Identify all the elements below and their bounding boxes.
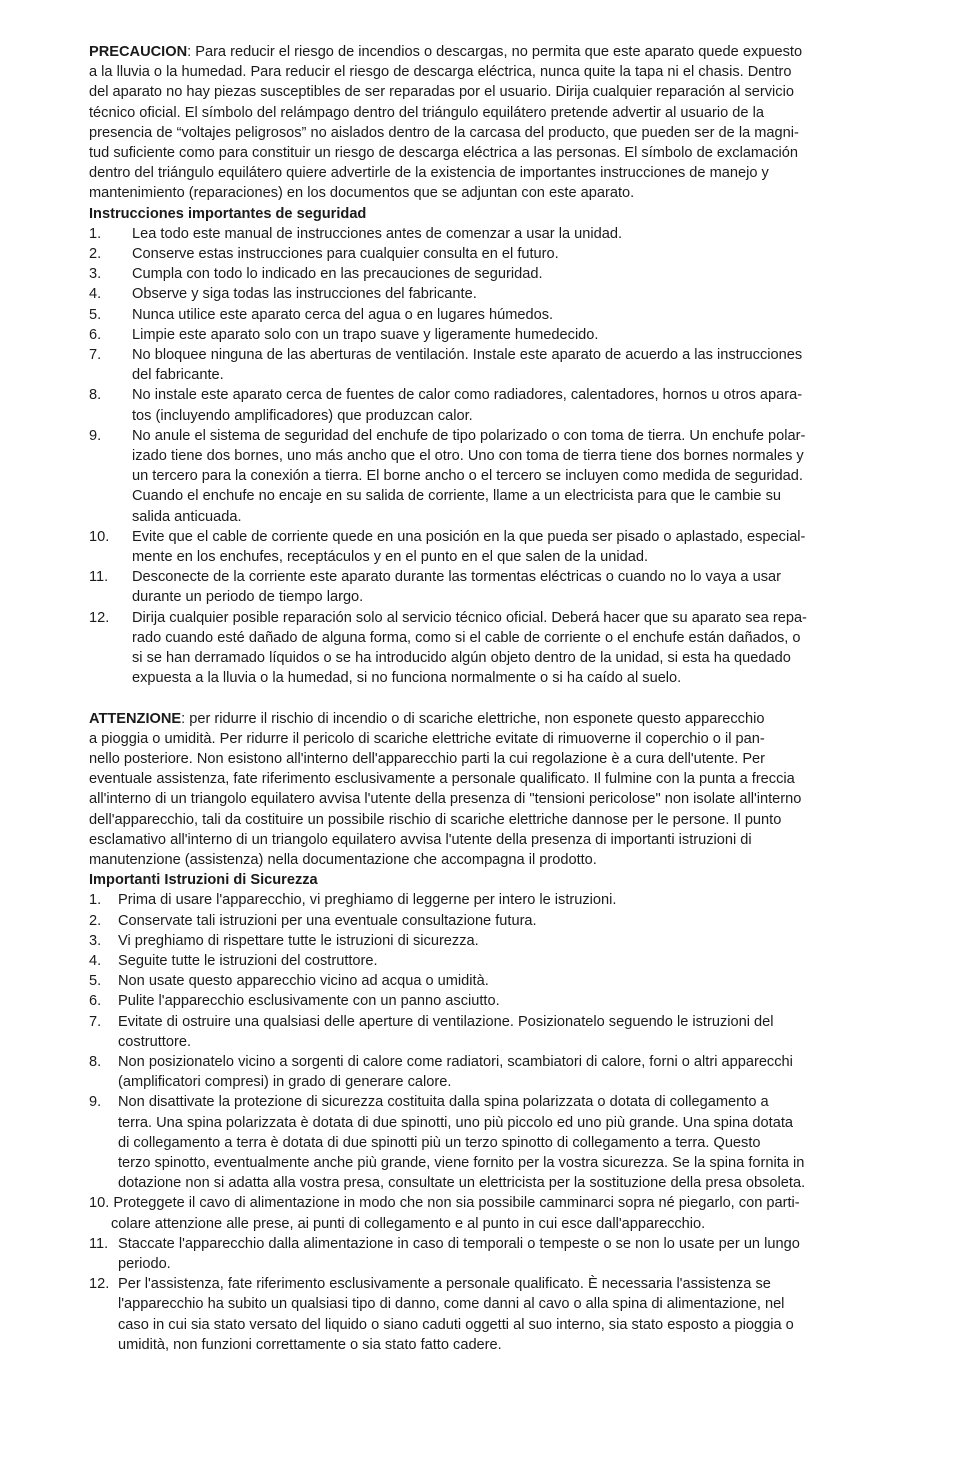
list-item-text: Limpie este aparato solo con un trapo suave y ligeramente humedecido.	[132, 326, 599, 343]
list-item-text: Vi preghiamo di rispettare tutte le istruzioni di sicurezza.	[118, 932, 479, 949]
list-item-text: Evitate di ostruire una qualsiasi delle aperture di ventilazione. Posizionatelo seguendo le istruzioni del	[118, 1013, 774, 1030]
list-item	[89, 951, 865, 971]
list-item	[89, 890, 865, 910]
list-item-number: 11.	[89, 1235, 109, 1252]
text-line: técnico oficial. El símbolo del relámpago dentro del triángulo equilátero pretende advertir al usuario de la	[89, 104, 764, 121]
section-divider-space	[89, 689, 865, 709]
list-item-text: l'apparecchio ha subito un qualsiasi tipo di danno, come danni al cavo o alla spina di alimentazione, nel	[118, 1296, 785, 1313]
list-item-number: 11.	[89, 569, 109, 586]
list-item-number: 3.	[89, 932, 102, 949]
italian-warning-text	[89, 711, 801, 868]
list-item	[89, 284, 865, 304]
list-item-number: 7.	[89, 1013, 102, 1030]
list-item-text: Evite que el cable de corriente quede en una posición en la que pueda ser pisado o aplastado, especial-	[132, 528, 806, 545]
list-item-text: periodo.	[118, 1255, 171, 1272]
text-line: a pioggia o umidità. Per ridurre il pericolo di scariche elettriche evitate di rimuoverne il coperchio o il pan-	[89, 730, 765, 747]
list-item	[89, 991, 865, 1011]
list-item-text: tos (incluyendo amplificadores) que produzcan calor.	[132, 407, 473, 424]
spanish-warning-paragraph	[89, 42, 865, 204]
list-item-text: Nunca utilice este aparato cerca del agua o en lugares húmedos.	[132, 306, 554, 323]
list-item-number: 4.	[89, 952, 102, 969]
list-item-text: Staccate l'apparecchio dalla alimentazione in caso di temporali o tempeste o se non lo usate per un lungo	[118, 1235, 800, 1252]
list-item-text: Conserve estas instrucciones para cualquier consulta en el futuro.	[132, 246, 559, 263]
text-line: nello posteriore. Non esistono all'interno dell'apparecchio parti la cui regolazione è a cura dell'utente. Per	[89, 750, 766, 767]
list-item-text: Seguite tutte le istruzioni del costruttore.	[118, 952, 378, 969]
list-item-text: umidità, non funzioni correttamente o sia stato fatto cadere.	[118, 1336, 502, 1353]
list-item-text: Conservate tali istruzioni per una eventuale consultazione futura.	[118, 912, 537, 929]
list-item-number: 1.	[89, 225, 102, 242]
spanish-safety-list	[89, 224, 865, 689]
list-item	[89, 224, 865, 244]
list-item-text: dotazione non si adatta alla vostra presa, consultate un elettricista per la sostituzione della presa obsoleta.	[118, 1175, 806, 1192]
list-item-number: 7.	[89, 347, 102, 364]
list-item-number: 9.	[89, 427, 102, 444]
list-item	[89, 385, 865, 425]
list-item	[89, 1274, 865, 1355]
italian-safety-list	[89, 890, 865, 1355]
text-line: del aparato no hay piezas susceptibles de ser reparadas por el usuario. Dirija cualquier reparación al servicio	[89, 84, 794, 101]
list-item-text: caso in cui sia stato versato del liquido o siano caduti oggetti al suo interno, sia stato esposto a pioggia o	[118, 1316, 794, 1333]
list-item-text: Observe y siga todas las instrucciones del fabricante.	[132, 286, 477, 303]
text-line: all'interno di un triangolo equilatero avvisa l'utente della presenza di "tensioni pericolose" non isolate all'interno	[89, 791, 802, 808]
list-item-text: Non usate questo apparecchio vicino ad acqua o umidità.	[118, 973, 489, 990]
list-item-text: si se han derramado líquidos o se ha introducido algún objeto dentro de la unidad, si esta ha quedado	[132, 650, 791, 667]
list-item-text: salida anticuada.	[132, 508, 242, 525]
list-item-number: 10.	[89, 1195, 110, 1212]
spanish-safety-subheading: Instrucciones importantes de seguridad	[89, 205, 367, 222]
list-item-number: 2.	[89, 246, 102, 263]
list-item-text: Desconecte de la corriente este aparato durante las tormentas eléctricas o cuando no lo vaya a usar	[132, 569, 781, 586]
list-item-text: Cumpla con todo lo indicado en las precauciones de seguridad.	[132, 266, 543, 283]
document-page	[89, 42, 865, 1355]
list-item-text: di collegamento a terra è dotata di due spinotti più un terzo spinotto di collegamento a terra. Questo	[118, 1134, 761, 1151]
text-line: mantenimiento (reparaciones) en los documentos que se adjuntan con este aparato.	[89, 185, 635, 202]
list-item-text: costruttore.	[118, 1033, 191, 1050]
list-item	[89, 931, 865, 951]
list-item-number: 5.	[89, 306, 102, 323]
list-item-number: 10.	[89, 528, 110, 545]
list-item	[89, 1193, 865, 1233]
list-item-text: mente en los enchufes, receptáculos y en el punto en el que salen de la unidad.	[132, 549, 649, 566]
italian-warning-paragraph	[89, 709, 865, 871]
spanish-warning-heading: PRECAUCION	[89, 44, 188, 60]
list-item-text: No anule el sistema de seguridad del enchufe de tipo polarizado o con toma de tierra. Un enchufe polar-	[132, 427, 806, 444]
list-item-text: Lea todo este manual de instrucciones antes de comenzar a usar la unidad.	[132, 225, 623, 242]
list-item	[89, 1092, 865, 1193]
text-line: presencia de “voltajes peligrosos” no aislados dentro de la carcasa del producto, que pueden ser de la magni-	[89, 124, 799, 141]
list-item-text: Non disattivate la protezione di sicurezza costituita dalla spina polarizzata o dotata di collegamento a	[118, 1094, 769, 1111]
list-item	[89, 1234, 865, 1274]
list-item-number: 12.	[89, 609, 110, 626]
list-item-text: Cuando el enchufe no encaje en su salida de corriente, llame a un electricista para que le cambie su	[132, 488, 782, 505]
list-item	[89, 305, 865, 325]
text-line: manutenzione (assistenza) nella documentazione che accompagna il prodotto.	[89, 851, 597, 868]
list-item-text: rado cuando esté dañado de alguna forma, como si el cable de corriente o el enchufe están dañados, o	[132, 629, 801, 646]
list-item-number: 8.	[89, 1053, 102, 1070]
list-item-number: 4.	[89, 286, 102, 303]
text-line: : per ridurre il rischio di incendio o di scariche elettriche, non esponete questo apparecchio	[181, 710, 765, 727]
list-item-text: durante un periodo de tiempo largo.	[132, 589, 364, 606]
list-item-text: del fabricante.	[132, 367, 224, 384]
list-item-text: un tercero para la conexión a tierra. El borne ancho o el tercero se incluyen como medida de seguridad.	[132, 468, 803, 485]
list-item-number: 12.	[89, 1276, 110, 1293]
list-item-text: Per l'assistenza, fate riferimento esclusivamente a personale qualificato. È necessaria l'assistenza se	[118, 1276, 771, 1293]
text-line: eventuale assistenza, fate riferimento esclusivamente a personale qualificato. Il fulmine con la punta a freccia	[89, 771, 795, 788]
list-item-text: izado tiene dos bornes, uno más ancho que el otro. Uno con toma de tierra tiene dos bornes normales y	[132, 448, 804, 465]
list-item-number: 6.	[89, 993, 102, 1010]
list-item	[89, 1012, 865, 1052]
list-item	[89, 1052, 865, 1092]
italian-safety-subheading: Importanti Istruzioni di Sicurezza	[89, 872, 318, 889]
text-line: : Para reducir el riesgo de incendios o descargas, no permita que este aparato quede expuesto	[187, 44, 803, 60]
list-item-text: Proteggete il cavo di alimentazione in modo che non sia possibile camminarci sopra né piegarlo, con parti-	[109, 1195, 800, 1212]
text-line: dell'apparecchio, tali da costituire un possibile rischio di scariche elettriche dannose per le persone. Il punto	[89, 811, 782, 828]
list-item-text: Non posizionatelo vicino a sorgenti di calore come radiatori, scambiatori di calore, forni o altri apparecchi	[118, 1053, 793, 1070]
list-item	[89, 567, 865, 607]
list-item	[89, 971, 865, 991]
list-item-number: 8.	[89, 387, 102, 404]
list-item	[89, 527, 865, 567]
italian-warning-heading: ATTENZIONE	[89, 710, 182, 727]
spanish-warning-text	[89, 44, 802, 201]
text-line: dentro del triángulo equilátero quiere advertirle de la existencia de importantes instrucciones de manejo y	[89, 165, 769, 182]
text-line: a la lluvia o la humedad. Para reducir el riesgo de descarga eléctrica, nunca quite la tapa ni el chasis. Dentro	[89, 64, 792, 81]
list-item-text: colare attenzione alle prese, ai punti di collegamento e al punto in cui esce dall'apparecchio.	[111, 1215, 706, 1232]
list-item-number: 2.	[89, 912, 102, 929]
list-item-number: 3.	[89, 266, 102, 283]
list-item-text: terra. Una spina polarizzata è dotata di due spinotti, uno più piccolo ed uno più grande. Una spina dotata	[118, 1114, 794, 1131]
list-item	[89, 608, 865, 689]
list-item-text: No bloquee ninguna de las aberturas de ventilación. Instale este aparato de acuerdo a las instrucciones	[132, 347, 803, 364]
list-item-text: Dirija cualquier posible reparación solo al servicio técnico oficial. Deberá hacer que su aparato sea repa-	[132, 609, 807, 626]
list-item-number: 1.	[89, 892, 102, 909]
list-item-text: expuesta a la lluvia o la humedad, si no funciona normalmente o si ha caído al suelo.	[132, 670, 682, 687]
list-item-number: 6.	[89, 326, 102, 343]
list-item	[89, 911, 865, 931]
list-item	[89, 325, 865, 345]
list-item	[89, 264, 865, 284]
list-item-text: terzo spinotto, eventualmente anche più grande, viene fornito per la vostra sicurezza. Se la spina fornita in	[118, 1154, 805, 1171]
list-item	[89, 426, 865, 527]
list-item-number: 9.	[89, 1094, 102, 1111]
list-item	[89, 244, 865, 264]
list-item-text: Prima di usare l'apparecchio, vi preghiamo di leggerne per intero le istruzioni.	[118, 892, 617, 909]
list-item-text: (amplificatori compresi) in grado di generare calore.	[118, 1074, 452, 1091]
text-line: esclamativo all'interno di un triangolo equilatero avvisa l'utente della presenza di importanti istruzioni di	[89, 831, 752, 848]
list-item-text: No instale este aparato cerca de fuentes de calor como radiadores, calentadores, hornos u otros apara-	[132, 387, 803, 404]
list-item-text: Pulite l'apparecchio esclusivamente con un panno asciutto.	[118, 993, 500, 1010]
text-line: tud suficiente como para constituir un riesgo de descarga eléctrica a las personas. El símbolo de exclamación	[89, 145, 798, 162]
list-item-number: 5.	[89, 973, 102, 990]
list-item	[89, 345, 865, 385]
